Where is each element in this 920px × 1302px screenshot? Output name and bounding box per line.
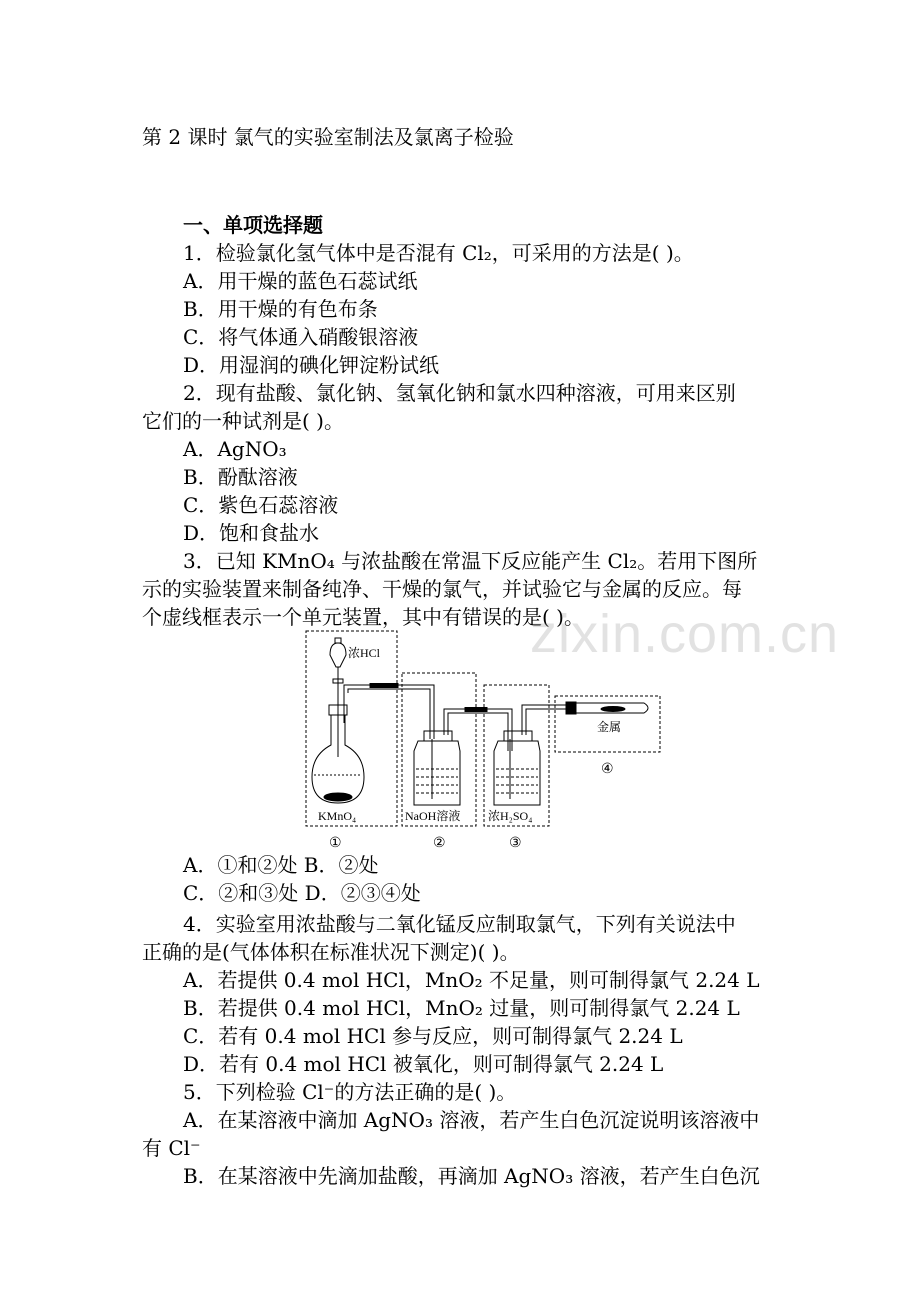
section-heading: 一、单项选择题 xyxy=(183,213,323,237)
label-hcl: 浓HCl xyxy=(348,646,381,660)
q1-stem: 1．检验氯化氢气体中是否混有 Cl₂，可采用的方法是( )。 xyxy=(183,241,694,265)
q4-option-d: D．若有 0.4 mol HCl 被氧化，则可制得氯气 2.24 L xyxy=(183,1052,664,1076)
q4-option-b: B．若提供 0.4 mol HCl，MnO₂ 过量，则可制得氯气 2.24 L xyxy=(183,996,740,1020)
q2-option-c: C．紫色石蕊溶液 xyxy=(183,493,339,517)
q3-options-cd: C．②和③处 D．②③④处 xyxy=(183,881,421,905)
q4-stem-line1: 4．实验室用浓盐酸与二氧化锰反应制取氯气，下列有关说法中 xyxy=(183,912,736,936)
label-kmno4: KMnO₄ xyxy=(318,809,357,823)
q2-stem-line1: 2．现有盐酸、氯化钠、氢氧化钠和氯水四种溶液，可用来区别 xyxy=(183,381,736,405)
q5-option-b-line1: B．在某溶液中先滴加盐酸，再滴加 AgNO₃ 溶液，若产生白色沉 xyxy=(183,1164,760,1188)
q1-option-a: A．用干燥的蓝色石蕊试纸 xyxy=(183,269,418,293)
q2-option-b: B．酚酞溶液 xyxy=(183,465,298,489)
q3-stem-line2: 示的实验装置来制备纯净、干燥的氯气，并试验它与金属的反应。每 xyxy=(142,577,742,601)
q5-option-a-line2: 有 Cl⁻ xyxy=(142,1136,201,1160)
tube-2-3-inner xyxy=(448,713,508,751)
apparatus-figure xyxy=(300,627,670,855)
label-h2so4: 浓H₂SO₄ xyxy=(488,809,533,823)
wash-bottle-h2so4 xyxy=(494,731,540,805)
tube-1-2 xyxy=(344,685,434,739)
q5-stem: 5．下列检验 Cl⁻的方法正确的是( )。 xyxy=(183,1080,517,1104)
q5-option-a-line1: A．在某溶液中滴加 AgNO₃ 溶液，若产生白色沉淀说明该溶液中 xyxy=(183,1108,760,1132)
label-unit-4: ④ xyxy=(601,762,614,777)
q1-option-b: B．用干燥的有色布条 xyxy=(183,297,378,321)
q4-option-a: A．若提供 0.4 mol HCl，MnO₂ 不足量，则可制得氯气 2.24 L xyxy=(183,968,760,992)
q2-option-d: D．饱和食盐水 xyxy=(183,521,320,545)
test-tube-metal xyxy=(566,702,648,714)
page-title: 第 2 课时 氯气的实验室制法及氯离子检验 xyxy=(142,125,514,149)
q1-option-c: C．将气体通入硝酸银溶液 xyxy=(183,325,419,349)
q4-option-c: C．若有 0.4 mol HCl 参与反应，则可制得氯气 2.24 L xyxy=(183,1024,683,1048)
label-unit-2: ② xyxy=(433,836,446,851)
q4-stem-line2: 正确的是(气体体积在标准状况下测定)( )。 xyxy=(142,940,520,964)
label-naoh: NaOH溶液 xyxy=(405,809,461,823)
label-unit-1: ① xyxy=(329,836,342,851)
q2-option-a: A．AgNO₃ xyxy=(183,437,287,461)
q3-stem-line3: 个虚线框表示一个单元装置，其中有错误的是( )。 xyxy=(142,605,584,629)
q2-stem-line2: 它们的一种试剂是( )。 xyxy=(142,409,344,433)
unit-2-box xyxy=(402,673,476,826)
q3-stem-line1: 3．已知 KMnO₄ 与浓盐酸在常温下反应能产生 Cl₂。若用下图所 xyxy=(183,549,758,573)
label-unit-3: ③ xyxy=(509,836,522,851)
watermark: zixin.com.cn xyxy=(530,604,840,664)
tube-2-3 xyxy=(444,709,512,751)
q1-option-d: D．用湿润的碘化钾淀粉试纸 xyxy=(183,353,440,377)
wash-bottle-naoh xyxy=(414,731,460,805)
tube-1-2-inner xyxy=(348,689,430,739)
label-metal: 金属 xyxy=(597,720,622,734)
q3-options-ab: A．①和②处 B．②处 xyxy=(183,853,379,877)
